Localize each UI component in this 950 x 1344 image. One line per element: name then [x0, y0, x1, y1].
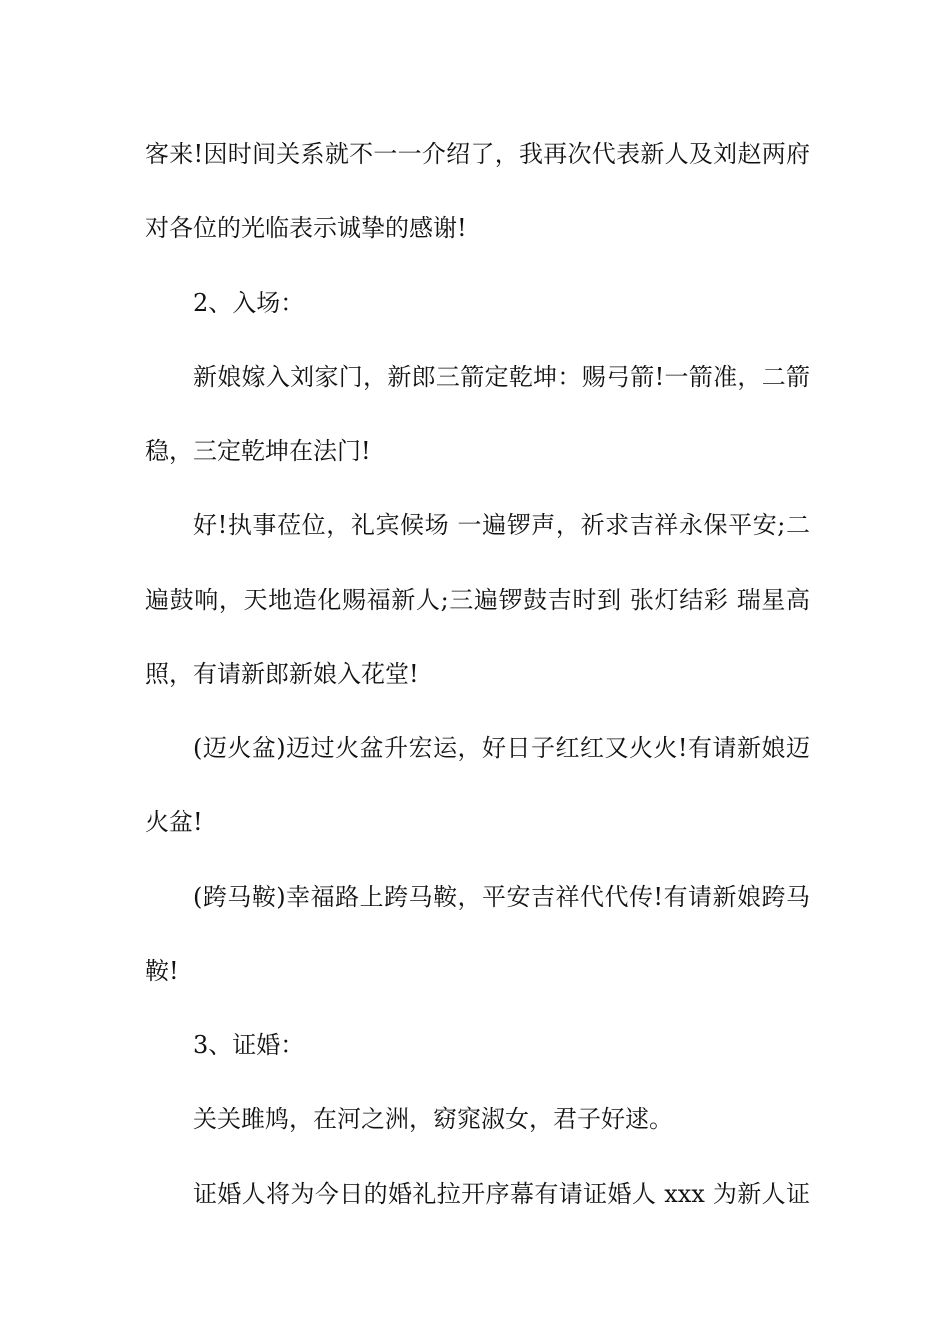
section-heading-certification: 3、证婚： [193, 1031, 305, 1059]
text-line-7: 遍鼓响，天地造化赐福新人;三遍锣鼓吉时到 张灯结彩 瑞星高 [145, 586, 810, 614]
text-line-4: 新娘嫁入刘家门，新郎三箭定乾坤：赐弓箭!一箭准，二箭 [193, 363, 810, 391]
text-line-12: 鞍! [145, 957, 179, 985]
text-line-14: 关关雎鸠，在河之洲，窈窕淑女，君子好逑。 [193, 1105, 673, 1133]
text-line-10: 火盆! [145, 808, 203, 836]
text-line-15: 证婚人将为今日的婚礼拉开序幕有请证婚人 xxx 为新人证 [193, 1180, 810, 1208]
text-line-2: 对各位的光临表示诚挚的感谢! [145, 214, 467, 242]
text-line-1: 客来!因时间关系就不一一介绍了，我再次代表新人及刘赵两府 [145, 140, 810, 168]
text-line-11: (跨马鞍)幸福路上跨马鞍，平安吉祥代代传!有请新娘跨马 [193, 883, 810, 911]
text-line-9: (迈火盆)迈过火盆升宏运，好日子红红又火火!有请新娘迈 [193, 734, 810, 762]
text-line-6: 好!执事莅位，礼宾候场 一遍锣声，祈求吉祥永保平安;二 [193, 511, 810, 539]
text-line-5: 稳，三定乾坤在法门! [145, 437, 371, 465]
text-line-8: 照，有请新郎新娘入花堂! [145, 660, 419, 688]
section-heading-entrance: 2、入场： [193, 289, 305, 317]
